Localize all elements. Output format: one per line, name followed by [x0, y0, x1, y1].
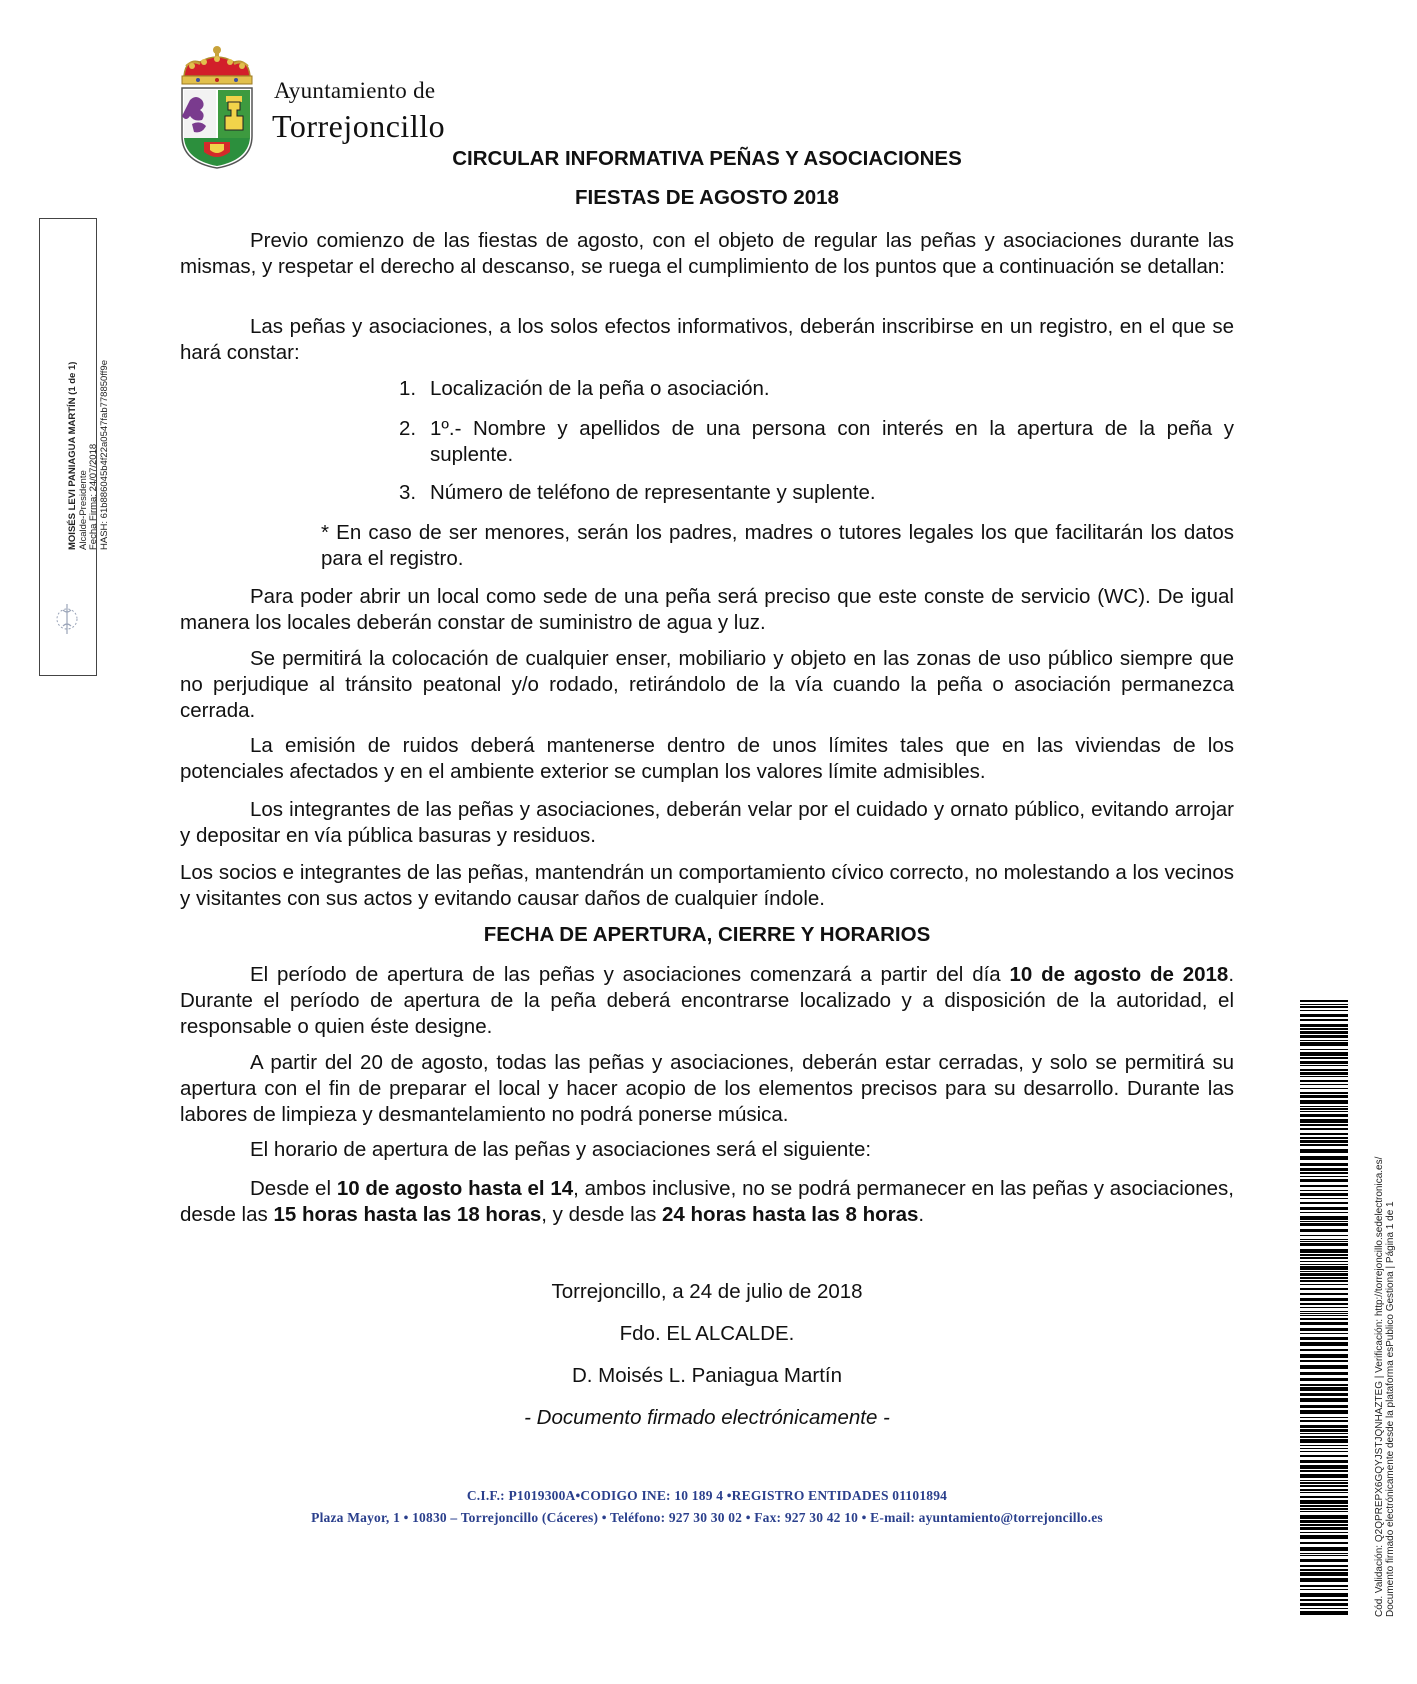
organization-name-line2: Torrejoncillo [272, 108, 446, 144]
schedule-intro: El horario de apertura de las peñas y asociaciones será el siguiente: [250, 1138, 872, 1161]
validation-code: Cód. Validación: Q2QPREPX6GQYJSTJQNHAZTEG | Verificación: http://torrejoncillo.sedelectronica.es/ [1374, 1156, 1385, 1617]
rule-paragraph: La emisión de ruidos deberá mantenerse dentro de unos límites tales que en las viviendas de los potenciales afectados y en el ambiente exterior se cumplan los valores límite admisibles. [180, 734, 1234, 783]
list-item [399, 376, 1234, 402]
list-item [399, 416, 1234, 468]
intro-paragraph: Previo comienzo de las fiestas de agosto, con el objeto de regular las peñas y asociaciones durante las mismas, y respetar el derecho al descanso, se ruega el cumplimiento de los puntos que a continuación se detallan: [180, 229, 1234, 278]
closing-paragraph: A partir del 20 de agosto, todas las peñas y asociaciones, deberán estar cerradas, y solo se permitirá su apertura con el fin de preparar el local y hacer acopio de los elementos precisos para su desarrollo. Durante las labores de limpieza y desmantelamiento no podrá ponerse música. [180, 1051, 1234, 1126]
footer-contact-line: Plaza Mayor, 1 • 10830 – Torrejoncillo (Cáceres) • Teléfono: 927 30 30 02 • Fax: 927 30 42 10 • E-mail: ayuntamiento@torrejoncillo.es [311, 1510, 1103, 1525]
signature-signer: MOISÉS LEVI PANIAGUA MARTÍN (1 de 1) [67, 361, 78, 550]
section-title-schedule: FECHA DE APERTURA, CIERRE Y HORARIOS [483, 923, 931, 946]
list-text: Número de teléfono de representante y suplente. [430, 481, 876, 504]
platform-note: Documento firmado electrónicamente desde la plataforma esPublico Gestiona | Página 1 de 1 [1385, 1201, 1396, 1617]
list-number: 1. [399, 377, 417, 400]
list-item [399, 480, 1234, 506]
signature-date: Fecha Firma: 24/07/2018 [88, 443, 99, 550]
minors-note: * En caso de ser menores, serán los padres, madres o tutores legales los que facilitarán los datos para el registro. [321, 521, 1234, 570]
schedule-paragraph: Desde el 10 de agosto hasta el 14, ambos inclusive, no se podrá permanecer en las peñas y asociaciones, desde las 15 horas hasta las 18 horas, y desde las 24 horas hasta las 8 horas. [180, 1177, 1234, 1226]
opening-paragraph: El período de apertura de las peñas y asociaciones comenzará a partir del día 10 de agosto de 2018. Durante el período de apertura de la peña deberá encontrarse localizado y a disposición de la autoridad, el responsable o quien éste designe. [180, 963, 1235, 1038]
rule-paragraph: Los socios e integrantes de las peñas, mantendrán un comportamiento cívico correcto, no molestando a los vecinos y visitantes con sus actos y evitando causar daños de cualquier índole. [180, 861, 1234, 910]
document-title: CIRCULAR INFORMATIVA PEÑAS Y ASOCIACIONES [452, 147, 962, 170]
rule-paragraph: Para poder abrir un local como sede de una peña será preciso que este conste de servicio (WC). De igual manera los locales deberán constar de suministro de agua y luz. [180, 585, 1234, 634]
list-number: 3. [399, 481, 417, 504]
signer-role: Fdo. EL ALCALDE. [619, 1322, 795, 1345]
opening-date: 10 de agosto de 2018 [1009, 963, 1229, 986]
signer-name: D. Moisés L. Paniagua Martín [571, 1364, 843, 1387]
place-date: Torrejoncillo, a 24 de julio de 2018 [551, 1280, 863, 1303]
organization-name-line1: Ayuntamiento de [274, 78, 436, 103]
rule-paragraph: Los integrantes de las peñas y asociaciones, deberán velar por el cuidado y ornato público, evitando arrojar y depositar en vía pública basuras y residuos. [180, 798, 1234, 847]
list-text: Localización de la peña o asociación. [430, 377, 770, 400]
signature-seal-icon [55, 596, 79, 642]
signature-role: Alcalde-Presidente [77, 470, 89, 550]
document-subtitle: FIESTAS DE AGOSTO 2018 [575, 186, 839, 209]
registry-paragraph: Las peñas y asociaciones, a los solos efectos informativos, deberán inscribirse en un registro, en el que se hará constar: [180, 315, 1234, 364]
list-text: 1º.- Nombre y apellidos de una persona con interés en la apertura de la peña y suplente. [430, 417, 1234, 466]
electronic-signature-note: - Documento firmado electrónicamente - [524, 1406, 890, 1429]
signature-hash: HASH: 61b886045b4f22a0547fab778850ff9e [98, 360, 110, 550]
rule-paragraph: Se permitirá la colocación de cualquier enser, mobiliario y objeto en las zonas de uso público siempre que no perjudique al tránsito peatonal y/o rodado, retirándolo de la vía cuando la peña o asociación permanezca cerrada. [180, 647, 1234, 722]
barcode-icon [1300, 1000, 1348, 1615]
list-number: 2. [399, 417, 417, 440]
footer-registry-line: C.I.F.: P1019300A•CODIGO INE: 10 189 4 •REGISTRO ENTIDADES 01101894 [466, 1488, 948, 1503]
